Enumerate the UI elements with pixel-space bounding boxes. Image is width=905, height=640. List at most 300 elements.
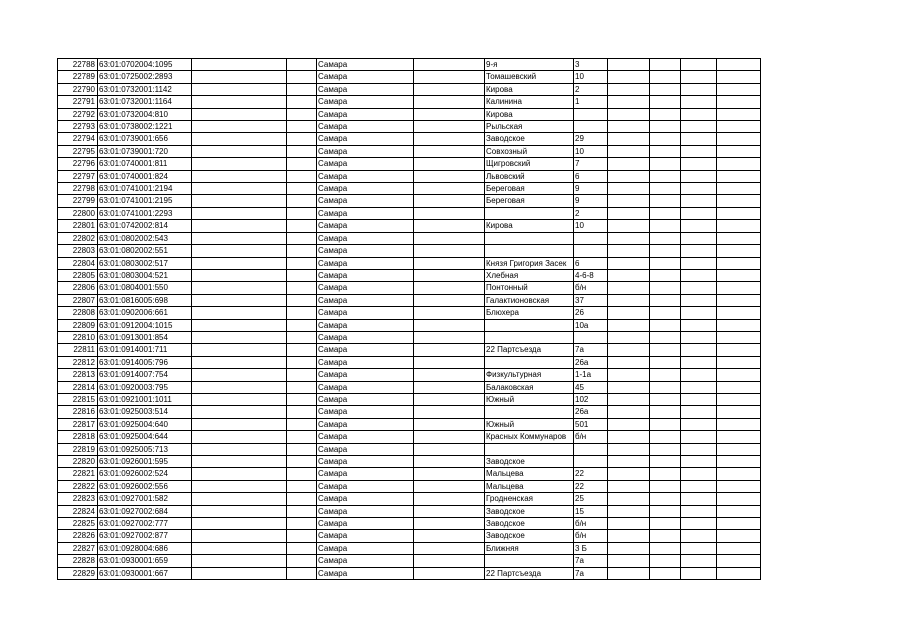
empty-cell[interactable]: [192, 518, 287, 530]
empty-cell[interactable]: [717, 158, 761, 170]
empty-cell[interactable]: [192, 567, 287, 579]
cadastral-number-cell[interactable]: 63:01:0925004:640: [98, 418, 192, 430]
row-number-cell[interactable]: 22794: [58, 133, 98, 145]
empty-cell[interactable]: [681, 282, 717, 294]
empty-cell[interactable]: [650, 393, 681, 405]
cadastral-number-cell[interactable]: 63:01:0925004:644: [98, 431, 192, 443]
house-number-cell[interactable]: [574, 331, 608, 343]
row-number-cell[interactable]: 22826: [58, 530, 98, 542]
empty-cell[interactable]: [414, 158, 485, 170]
city-cell[interactable]: Самара: [317, 567, 414, 579]
row-number-cell[interactable]: 22816: [58, 406, 98, 418]
empty-cell[interactable]: [650, 294, 681, 306]
cadastral-number-cell[interactable]: 63:01:0803004:521: [98, 269, 192, 281]
empty-cell[interactable]: [192, 480, 287, 492]
street-cell[interactable]: 22 Партсъезда: [485, 344, 574, 356]
empty-cell[interactable]: [681, 232, 717, 244]
empty-cell[interactable]: [650, 232, 681, 244]
empty-cell[interactable]: [414, 542, 485, 554]
street-cell[interactable]: Калинина: [485, 96, 574, 108]
empty-cell[interactable]: [717, 542, 761, 554]
empty-cell[interactable]: [287, 431, 317, 443]
cadastral-number-cell[interactable]: 63:01:0803002:517: [98, 257, 192, 269]
city-cell[interactable]: Самара: [317, 307, 414, 319]
row-number-cell[interactable]: 22807: [58, 294, 98, 306]
empty-cell[interactable]: [681, 195, 717, 207]
empty-cell[interactable]: [192, 183, 287, 195]
empty-cell[interactable]: [608, 83, 650, 95]
house-number-cell[interactable]: 22: [574, 480, 608, 492]
empty-cell[interactable]: [650, 505, 681, 517]
house-number-cell[interactable]: 9: [574, 195, 608, 207]
cadastral-number-cell[interactable]: 63:01:0732004:810: [98, 108, 192, 120]
empty-cell[interactable]: [717, 195, 761, 207]
empty-cell[interactable]: [287, 331, 317, 343]
empty-cell[interactable]: [717, 418, 761, 430]
empty-cell[interactable]: [608, 269, 650, 281]
house-number-cell[interactable]: 7а: [574, 344, 608, 356]
empty-cell[interactable]: [414, 369, 485, 381]
empty-cell[interactable]: [650, 431, 681, 443]
empty-cell[interactable]: [650, 443, 681, 455]
row-number-cell[interactable]: 22799: [58, 195, 98, 207]
empty-cell[interactable]: [414, 530, 485, 542]
empty-cell[interactable]: [650, 468, 681, 480]
empty-cell[interactable]: [287, 59, 317, 71]
row-number-cell[interactable]: 22818: [58, 431, 98, 443]
empty-cell[interactable]: [192, 96, 287, 108]
empty-cell[interactable]: [192, 456, 287, 468]
empty-cell[interactable]: [414, 245, 485, 257]
house-number-cell[interactable]: [574, 456, 608, 468]
row-number-cell[interactable]: 22806: [58, 282, 98, 294]
row-number-cell[interactable]: 22798: [58, 183, 98, 195]
empty-cell[interactable]: [608, 344, 650, 356]
street-cell[interactable]: [485, 319, 574, 331]
empty-cell[interactable]: [681, 518, 717, 530]
empty-cell[interactable]: [717, 443, 761, 455]
empty-cell[interactable]: [192, 257, 287, 269]
house-number-cell[interactable]: 26: [574, 307, 608, 319]
empty-cell[interactable]: [287, 480, 317, 492]
empty-cell[interactable]: [608, 456, 650, 468]
row-number-cell[interactable]: 22819: [58, 443, 98, 455]
city-cell[interactable]: Самара: [317, 406, 414, 418]
city-cell[interactable]: Самара: [317, 269, 414, 281]
street-cell[interactable]: Береговая: [485, 195, 574, 207]
empty-cell[interactable]: [681, 83, 717, 95]
street-cell[interactable]: [485, 207, 574, 219]
empty-cell[interactable]: [717, 493, 761, 505]
empty-cell[interactable]: [608, 121, 650, 133]
empty-cell[interactable]: [608, 493, 650, 505]
street-cell[interactable]: [485, 406, 574, 418]
empty-cell[interactable]: [287, 456, 317, 468]
cadastral-number-cell[interactable]: 63:01:0913001:854: [98, 331, 192, 343]
empty-cell[interactable]: [681, 307, 717, 319]
street-cell[interactable]: Понтонный: [485, 282, 574, 294]
empty-cell[interactable]: [192, 59, 287, 71]
row-number-cell[interactable]: 22825: [58, 518, 98, 530]
city-cell[interactable]: Самара: [317, 393, 414, 405]
cadastral-number-cell[interactable]: 63:01:0925005:713: [98, 443, 192, 455]
empty-cell[interactable]: [717, 96, 761, 108]
empty-cell[interactable]: [681, 158, 717, 170]
empty-cell[interactable]: [192, 505, 287, 517]
empty-cell[interactable]: [414, 232, 485, 244]
empty-cell[interactable]: [650, 245, 681, 257]
row-number-cell[interactable]: 22814: [58, 381, 98, 393]
empty-cell[interactable]: [414, 381, 485, 393]
empty-cell[interactable]: [287, 133, 317, 145]
empty-cell[interactable]: [650, 406, 681, 418]
empty-cell[interactable]: [650, 480, 681, 492]
empty-cell[interactable]: [717, 207, 761, 219]
house-number-cell[interactable]: 26а: [574, 356, 608, 368]
cadastral-number-cell[interactable]: 63:01:0802002:543: [98, 232, 192, 244]
house-number-cell[interactable]: 10а: [574, 319, 608, 331]
empty-cell[interactable]: [650, 96, 681, 108]
cadastral-number-cell[interactable]: 63:01:0738002:1221: [98, 121, 192, 133]
city-cell[interactable]: Самара: [317, 381, 414, 393]
empty-cell[interactable]: [287, 158, 317, 170]
city-cell[interactable]: Самара: [317, 83, 414, 95]
empty-cell[interactable]: [650, 456, 681, 468]
empty-cell[interactable]: [287, 406, 317, 418]
row-number-cell[interactable]: 22820: [58, 456, 98, 468]
city-cell[interactable]: Самара: [317, 505, 414, 517]
empty-cell[interactable]: [608, 468, 650, 480]
house-number-cell[interactable]: [574, 108, 608, 120]
empty-cell[interactable]: [717, 456, 761, 468]
empty-cell[interactable]: [608, 183, 650, 195]
empty-cell[interactable]: [681, 505, 717, 517]
empty-cell[interactable]: [414, 567, 485, 579]
city-cell[interactable]: Самара: [317, 493, 414, 505]
empty-cell[interactable]: [650, 133, 681, 145]
empty-cell[interactable]: [192, 369, 287, 381]
house-number-cell[interactable]: 15: [574, 505, 608, 517]
house-number-cell[interactable]: 6: [574, 170, 608, 182]
house-number-cell[interactable]: б/н: [574, 282, 608, 294]
empty-cell[interactable]: [414, 480, 485, 492]
empty-cell[interactable]: [681, 207, 717, 219]
empty-cell[interactable]: [192, 307, 287, 319]
empty-cell[interactable]: [681, 121, 717, 133]
city-cell[interactable]: Самара: [317, 344, 414, 356]
empty-cell[interactable]: [192, 331, 287, 343]
city-cell[interactable]: Самара: [317, 530, 414, 542]
street-cell[interactable]: Рыльская: [485, 121, 574, 133]
street-cell[interactable]: [485, 443, 574, 455]
empty-cell[interactable]: [192, 418, 287, 430]
empty-cell[interactable]: [414, 406, 485, 418]
street-cell[interactable]: [485, 356, 574, 368]
empty-cell[interactable]: [608, 108, 650, 120]
empty-cell[interactable]: [287, 96, 317, 108]
empty-cell[interactable]: [608, 331, 650, 343]
row-number-cell[interactable]: 22790: [58, 83, 98, 95]
empty-cell[interactable]: [192, 493, 287, 505]
row-number-cell[interactable]: 22805: [58, 269, 98, 281]
empty-cell[interactable]: [650, 542, 681, 554]
cadastral-number-cell[interactable]: 63:01:0912004:1015: [98, 319, 192, 331]
empty-cell[interactable]: [717, 133, 761, 145]
empty-cell[interactable]: [717, 344, 761, 356]
empty-cell[interactable]: [287, 232, 317, 244]
empty-cell[interactable]: [414, 518, 485, 530]
city-cell[interactable]: Самара: [317, 158, 414, 170]
empty-cell[interactable]: [681, 356, 717, 368]
street-cell[interactable]: [485, 555, 574, 567]
empty-cell[interactable]: [717, 294, 761, 306]
empty-cell[interactable]: [608, 307, 650, 319]
cadastral-number-cell[interactable]: 63:01:0926002:524: [98, 468, 192, 480]
empty-cell[interactable]: [608, 406, 650, 418]
city-cell[interactable]: Самара: [317, 555, 414, 567]
empty-cell[interactable]: [681, 183, 717, 195]
row-number-cell[interactable]: 22824: [58, 505, 98, 517]
empty-cell[interactable]: [192, 393, 287, 405]
empty-cell[interactable]: [192, 356, 287, 368]
empty-cell[interactable]: [414, 418, 485, 430]
empty-cell[interactable]: [681, 331, 717, 343]
house-number-cell[interactable]: [574, 121, 608, 133]
cadastral-number-cell[interactable]: 63:01:0742002:814: [98, 220, 192, 232]
row-number-cell[interactable]: 22803: [58, 245, 98, 257]
empty-cell[interactable]: [681, 96, 717, 108]
empty-cell[interactable]: [717, 245, 761, 257]
empty-cell[interactable]: [608, 369, 650, 381]
empty-cell[interactable]: [192, 145, 287, 157]
house-number-cell[interactable]: [574, 443, 608, 455]
empty-cell[interactable]: [192, 282, 287, 294]
city-cell[interactable]: Самара: [317, 245, 414, 257]
empty-cell[interactable]: [287, 220, 317, 232]
empty-cell[interactable]: [681, 145, 717, 157]
empty-cell[interactable]: [681, 133, 717, 145]
street-cell[interactable]: Кирова: [485, 108, 574, 120]
empty-cell[interactable]: [414, 505, 485, 517]
empty-cell[interactable]: [681, 406, 717, 418]
street-cell[interactable]: 9-я: [485, 59, 574, 71]
city-cell[interactable]: Самара: [317, 207, 414, 219]
house-number-cell[interactable]: 9: [574, 183, 608, 195]
cadastral-number-cell[interactable]: 63:01:0732001:1164: [98, 96, 192, 108]
empty-cell[interactable]: [717, 480, 761, 492]
city-cell[interactable]: Самара: [317, 518, 414, 530]
cadastral-number-cell[interactable]: 63:01:0739001:656: [98, 133, 192, 145]
cadastral-number-cell[interactable]: 63:01:0926002:556: [98, 480, 192, 492]
row-number-cell[interactable]: 22810: [58, 331, 98, 343]
empty-cell[interactable]: [287, 257, 317, 269]
cadastral-number-cell[interactable]: 63:01:0927002:877: [98, 530, 192, 542]
empty-cell[interactable]: [681, 294, 717, 306]
empty-cell[interactable]: [608, 158, 650, 170]
empty-cell[interactable]: [287, 468, 317, 480]
empty-cell[interactable]: [414, 195, 485, 207]
empty-cell[interactable]: [681, 369, 717, 381]
house-number-cell[interactable]: 7а: [574, 555, 608, 567]
empty-cell[interactable]: [608, 59, 650, 71]
empty-cell[interactable]: [287, 71, 317, 83]
empty-cell[interactable]: [650, 331, 681, 343]
empty-cell[interactable]: [608, 319, 650, 331]
empty-cell[interactable]: [717, 220, 761, 232]
empty-cell[interactable]: [287, 393, 317, 405]
empty-cell[interactable]: [287, 269, 317, 281]
empty-cell[interactable]: [717, 431, 761, 443]
empty-cell[interactable]: [192, 232, 287, 244]
empty-cell[interactable]: [608, 170, 650, 182]
empty-cell[interactable]: [192, 133, 287, 145]
row-number-cell[interactable]: 22793: [58, 121, 98, 133]
house-number-cell[interactable]: 10: [574, 71, 608, 83]
house-number-cell[interactable]: 25: [574, 493, 608, 505]
empty-cell[interactable]: [287, 505, 317, 517]
empty-cell[interactable]: [414, 294, 485, 306]
empty-cell[interactable]: [414, 319, 485, 331]
empty-cell[interactable]: [608, 232, 650, 244]
house-number-cell[interactable]: 501: [574, 418, 608, 430]
empty-cell[interactable]: [650, 269, 681, 281]
street-cell[interactable]: Щигровский: [485, 158, 574, 170]
house-number-cell[interactable]: 3: [574, 59, 608, 71]
city-cell[interactable]: Самара: [317, 468, 414, 480]
empty-cell[interactable]: [717, 282, 761, 294]
empty-cell[interactable]: [287, 344, 317, 356]
cadastral-number-cell[interactable]: 63:01:0740001:811: [98, 158, 192, 170]
empty-cell[interactable]: [287, 542, 317, 554]
empty-cell[interactable]: [650, 83, 681, 95]
empty-cell[interactable]: [717, 145, 761, 157]
empty-cell[interactable]: [192, 245, 287, 257]
empty-cell[interactable]: [681, 245, 717, 257]
street-cell[interactable]: Южный: [485, 418, 574, 430]
empty-cell[interactable]: [287, 121, 317, 133]
empty-cell[interactable]: [717, 108, 761, 120]
row-number-cell[interactable]: 22796: [58, 158, 98, 170]
street-cell[interactable]: Южный: [485, 393, 574, 405]
empty-cell[interactable]: [717, 555, 761, 567]
empty-cell[interactable]: [192, 468, 287, 480]
empty-cell[interactable]: [414, 356, 485, 368]
empty-cell[interactable]: [681, 257, 717, 269]
cadastral-number-cell[interactable]: 63:01:0732001:1142: [98, 83, 192, 95]
empty-cell[interactable]: [717, 331, 761, 343]
empty-cell[interactable]: [192, 381, 287, 393]
row-number-cell[interactable]: 22811: [58, 344, 98, 356]
empty-cell[interactable]: [650, 567, 681, 579]
empty-cell[interactable]: [414, 393, 485, 405]
empty-cell[interactable]: [681, 431, 717, 443]
cadastral-number-cell[interactable]: 63:01:0914007:754: [98, 369, 192, 381]
empty-cell[interactable]: [717, 406, 761, 418]
row-number-cell[interactable]: 22823: [58, 493, 98, 505]
street-cell[interactable]: Заводское: [485, 518, 574, 530]
empty-cell[interactable]: [287, 493, 317, 505]
empty-cell[interactable]: [414, 344, 485, 356]
row-number-cell[interactable]: 22802: [58, 232, 98, 244]
empty-cell[interactable]: [287, 170, 317, 182]
empty-cell[interactable]: [681, 468, 717, 480]
street-cell[interactable]: [485, 331, 574, 343]
row-number-cell[interactable]: 22821: [58, 468, 98, 480]
empty-cell[interactable]: [608, 381, 650, 393]
empty-cell[interactable]: [287, 294, 317, 306]
house-number-cell[interactable]: б/н: [574, 431, 608, 443]
empty-cell[interactable]: [287, 418, 317, 430]
house-number-cell[interactable]: [574, 245, 608, 257]
cadastral-number-cell[interactable]: 63:01:0902006:661: [98, 307, 192, 319]
house-number-cell[interactable]: 2: [574, 207, 608, 219]
row-number-cell[interactable]: 22797: [58, 170, 98, 182]
empty-cell[interactable]: [717, 232, 761, 244]
city-cell[interactable]: Самара: [317, 282, 414, 294]
empty-cell[interactable]: [717, 505, 761, 517]
city-cell[interactable]: Самара: [317, 480, 414, 492]
empty-cell[interactable]: [717, 257, 761, 269]
empty-cell[interactable]: [717, 121, 761, 133]
cadastral-number-cell[interactable]: 63:01:0804001:550: [98, 282, 192, 294]
empty-cell[interactable]: [650, 530, 681, 542]
empty-cell[interactable]: [414, 269, 485, 281]
empty-cell[interactable]: [681, 319, 717, 331]
empty-cell[interactable]: [192, 294, 287, 306]
street-cell[interactable]: [485, 245, 574, 257]
cadastral-number-cell[interactable]: 63:01:0930001:659: [98, 555, 192, 567]
row-number-cell[interactable]: 22789: [58, 71, 98, 83]
empty-cell[interactable]: [608, 257, 650, 269]
empty-cell[interactable]: [192, 71, 287, 83]
cadastral-number-cell[interactable]: 63:01:0927002:684: [98, 505, 192, 517]
city-cell[interactable]: Самара: [317, 418, 414, 430]
cadastral-number-cell[interactable]: 63:01:0928004:686: [98, 542, 192, 554]
house-number-cell[interactable]: 10: [574, 145, 608, 157]
city-cell[interactable]: Самара: [317, 170, 414, 182]
city-cell[interactable]: Самара: [317, 356, 414, 368]
cadastral-number-cell[interactable]: 63:01:0702004:1095: [98, 59, 192, 71]
city-cell[interactable]: Самара: [317, 133, 414, 145]
empty-cell[interactable]: [650, 183, 681, 195]
empty-cell[interactable]: [287, 567, 317, 579]
empty-cell[interactable]: [608, 542, 650, 554]
row-number-cell[interactable]: 22800: [58, 207, 98, 219]
empty-cell[interactable]: [287, 369, 317, 381]
empty-cell[interactable]: [650, 356, 681, 368]
house-number-cell[interactable]: 2: [574, 83, 608, 95]
empty-cell[interactable]: [192, 108, 287, 120]
cadastral-number-cell[interactable]: 63:01:0739001:720: [98, 145, 192, 157]
house-number-cell[interactable]: 7: [574, 158, 608, 170]
empty-cell[interactable]: [681, 493, 717, 505]
street-cell[interactable]: Заводское: [485, 505, 574, 517]
empty-cell[interactable]: [192, 319, 287, 331]
city-cell[interactable]: Самара: [317, 220, 414, 232]
cadastral-number-cell[interactable]: 63:01:0740001:824: [98, 170, 192, 182]
empty-cell[interactable]: [681, 71, 717, 83]
empty-cell[interactable]: [608, 418, 650, 430]
city-cell[interactable]: Самара: [317, 431, 414, 443]
city-cell[interactable]: Самара: [317, 369, 414, 381]
street-cell[interactable]: Заводское: [485, 133, 574, 145]
empty-cell[interactable]: [717, 59, 761, 71]
house-number-cell[interactable]: 6: [574, 257, 608, 269]
city-cell[interactable]: Самара: [317, 319, 414, 331]
empty-cell[interactable]: [287, 183, 317, 195]
row-number-cell[interactable]: 22815: [58, 393, 98, 405]
house-number-cell[interactable]: 3 Б: [574, 542, 608, 554]
